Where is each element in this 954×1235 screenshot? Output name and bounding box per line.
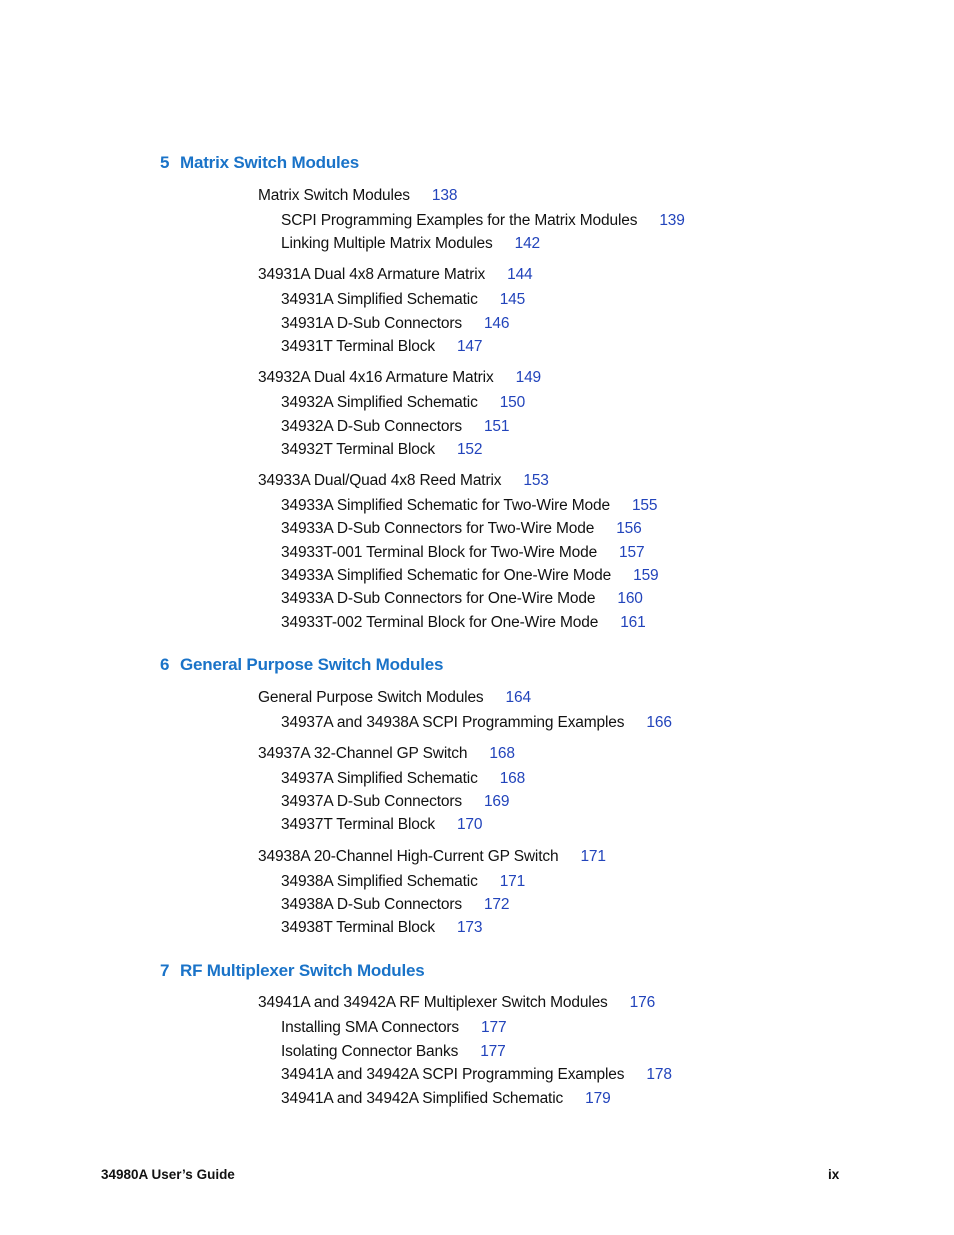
toc-entry[interactable] bbox=[281, 1090, 611, 1108]
toc-entry-title[interactable]: 34931A Simplified Schematic bbox=[281, 291, 478, 308]
chapter-heading[interactable] bbox=[160, 655, 443, 675]
toc-entry[interactable] bbox=[281, 590, 643, 608]
toc-entry[interactable] bbox=[258, 266, 533, 284]
toc-entry-title[interactable]: General Purpose Switch Modules bbox=[258, 689, 484, 706]
toc-page-link[interactable]: 153 bbox=[523, 472, 549, 489]
toc-entry-title[interactable]: 34937A D-Sub Connectors bbox=[281, 793, 462, 810]
toc-page-link[interactable]: 145 bbox=[499, 291, 526, 308]
toc-page-link[interactable]: 169 bbox=[483, 793, 510, 810]
toc-page-link[interactable]: 149 bbox=[515, 369, 542, 386]
toc-entry[interactable] bbox=[281, 614, 646, 632]
toc-entry-title[interactable]: Matrix Switch Modules bbox=[258, 187, 410, 204]
toc-entry[interactable] bbox=[281, 873, 525, 891]
toc-entry[interactable] bbox=[281, 1043, 506, 1061]
toc-entry[interactable] bbox=[258, 745, 515, 763]
toc-entry[interactable] bbox=[281, 770, 525, 788]
toc-entry[interactable] bbox=[281, 315, 509, 333]
toc-page-link[interactable]: 178 bbox=[646, 1066, 672, 1083]
toc-entry[interactable] bbox=[281, 544, 644, 562]
toc-entry-title[interactable]: 34933A Dual/Quad 4x8 Reed Matrix bbox=[258, 472, 502, 489]
toc-entry-title[interactable]: Linking Multiple Matrix Modules bbox=[281, 235, 493, 252]
toc-page-link[interactable]: 173 bbox=[456, 919, 483, 936]
toc-entry[interactable] bbox=[258, 187, 457, 205]
toc-entry[interactable] bbox=[281, 394, 525, 412]
toc-page-link[interactable]: 156 bbox=[616, 520, 642, 537]
toc-entry[interactable] bbox=[258, 994, 655, 1012]
toc-entry[interactable] bbox=[281, 896, 509, 914]
chapter-title: Matrix Switch Modules bbox=[180, 153, 360, 172]
toc-entry[interactable] bbox=[281, 793, 509, 811]
toc-entry-title[interactable]: 34933A D-Sub Connectors for Two-Wire Mode bbox=[281, 520, 595, 537]
toc-page-link[interactable]: 147 bbox=[456, 338, 483, 355]
toc-page-link[interactable]: 176 bbox=[629, 994, 656, 1011]
chapter-number: 7 bbox=[160, 961, 170, 980]
toc-entry-title[interactable]: 34933T-002 Terminal Block for One-Wire Mode bbox=[281, 614, 599, 631]
toc-entry-title[interactable]: 34933A Simplified Schematic for Two-Wire Mode bbox=[281, 497, 610, 514]
chapter-number: 5 bbox=[160, 153, 170, 172]
toc-entry-title[interactable]: 34931A Dual 4x8 Armature Matrix bbox=[258, 266, 486, 283]
toc-page-link[interactable]: 138 bbox=[431, 187, 458, 204]
toc-entry-title[interactable]: 34937A 32-Channel GP Switch bbox=[258, 745, 468, 762]
toc-page-link[interactable]: 164 bbox=[505, 689, 531, 706]
toc-entry-title[interactable]: 34937A Simplified Schematic bbox=[281, 770, 478, 787]
footer-page-number: ix bbox=[828, 1167, 840, 1182]
toc-entry-title[interactable]: 34941A and 34942A RF Multiplexer Switch Modules bbox=[258, 994, 608, 1011]
toc-page-link[interactable]: 168 bbox=[499, 770, 526, 787]
toc-page-link[interactable]: 171 bbox=[580, 848, 606, 865]
toc-page-link[interactable]: 139 bbox=[659, 212, 685, 229]
chapter-number: 6 bbox=[160, 655, 170, 674]
toc-page-link[interactable]: 157 bbox=[619, 544, 645, 561]
toc-entry-title[interactable]: 34932A Simplified Schematic bbox=[281, 394, 478, 411]
toc-page-link[interactable]: 172 bbox=[483, 896, 510, 913]
toc-page-link[interactable]: 160 bbox=[617, 590, 643, 607]
toc-entry-title[interactable]: 34937T Terminal Block bbox=[281, 816, 435, 833]
toc-page-link[interactable]: 170 bbox=[456, 816, 483, 833]
toc-entry[interactable] bbox=[281, 441, 482, 459]
toc-entry[interactable] bbox=[281, 1066, 672, 1084]
toc-page-link[interactable]: 142 bbox=[514, 235, 541, 252]
toc-entry[interactable] bbox=[281, 816, 482, 834]
toc-entry-title[interactable]: 34932A D-Sub Connectors bbox=[281, 418, 462, 435]
toc-entry[interactable] bbox=[258, 848, 606, 866]
toc-entry-title[interactable]: 34938T Terminal Block bbox=[281, 919, 435, 936]
toc-entry-title[interactable]: Isolating Connector Banks bbox=[281, 1043, 459, 1060]
toc-entry[interactable] bbox=[258, 689, 531, 707]
toc-entry[interactable] bbox=[281, 338, 482, 356]
toc-entry[interactable] bbox=[281, 235, 540, 253]
toc-entry-title[interactable]: 34932A Dual 4x16 Armature Matrix bbox=[258, 369, 494, 386]
chapter-title: RF Multiplexer Switch Modules bbox=[180, 961, 425, 980]
toc-page-link[interactable]: 155 bbox=[631, 497, 658, 514]
chapter-heading[interactable] bbox=[160, 153, 359, 173]
toc-page-link[interactable]: 151 bbox=[483, 418, 510, 435]
toc-page-link[interactable]: 177 bbox=[480, 1043, 506, 1060]
toc-entry-title[interactable]: 34932T Terminal Block bbox=[281, 441, 435, 458]
toc-entry-title[interactable]: 34938A D-Sub Connectors bbox=[281, 896, 462, 913]
toc-page-link[interactable]: 152 bbox=[456, 441, 483, 458]
toc-entry[interactable] bbox=[281, 497, 657, 515]
toc-entry[interactable] bbox=[281, 1019, 506, 1037]
toc-entry[interactable] bbox=[281, 714, 672, 732]
toc-entry-title[interactable]: 34937A and 34938A SCPI Programming Examples bbox=[281, 714, 625, 731]
toc-entry[interactable] bbox=[281, 567, 659, 585]
chapter-heading[interactable] bbox=[160, 961, 425, 981]
toc-entry-title[interactable]: 34938A 20-Channel High-Current GP Switch bbox=[258, 848, 559, 865]
toc-page-link[interactable]: 146 bbox=[483, 315, 510, 332]
toc-entry[interactable] bbox=[281, 520, 642, 538]
toc-entry-title[interactable]: 34931T Terminal Block bbox=[281, 338, 435, 355]
toc-page-link[interactable]: 168 bbox=[489, 745, 515, 762]
toc-entry-title[interactable]: 34941A and 34942A Simplified Schematic bbox=[281, 1090, 564, 1107]
toc-entry-title[interactable]: 34933A Simplified Schematic for One-Wire Mode bbox=[281, 567, 612, 584]
toc-entry-title[interactable]: Installing SMA Connectors bbox=[281, 1019, 460, 1036]
toc-page-link[interactable]: 179 bbox=[585, 1090, 611, 1107]
toc-page-link[interactable]: 177 bbox=[481, 1019, 507, 1036]
toc-page-link[interactable]: 161 bbox=[620, 614, 646, 631]
toc-entry-title[interactable]: SCPI Programming Examples for the Matrix Modules bbox=[281, 212, 638, 229]
toc-page-link[interactable]: 166 bbox=[646, 714, 672, 731]
toc-page-link[interactable]: 144 bbox=[507, 266, 533, 283]
toc-page-link[interactable]: 171 bbox=[499, 873, 526, 890]
toc-entry-title[interactable]: 34941A and 34942A SCPI Programming Examples bbox=[281, 1066, 625, 1083]
footer-guide-title: 34980A User’s Guide bbox=[101, 1167, 235, 1182]
toc-entry-title[interactable]: 34933A D-Sub Connectors for One-Wire Mode bbox=[281, 590, 596, 607]
chapter-title: General Purpose Switch Modules bbox=[180, 655, 444, 674]
toc-entry[interactable] bbox=[281, 919, 482, 937]
toc-entry[interactable] bbox=[281, 212, 685, 230]
toc-page-link[interactable]: 159 bbox=[633, 567, 659, 584]
toc-entry[interactable] bbox=[281, 291, 525, 309]
toc-entry-title[interactable]: 34938A Simplified Schematic bbox=[281, 873, 478, 890]
toc-entry-title[interactable]: 34931A D-Sub Connectors bbox=[281, 315, 462, 332]
toc-entry[interactable] bbox=[258, 472, 549, 490]
toc-entry[interactable] bbox=[281, 418, 509, 436]
toc-entry-title[interactable]: 34933T-001 Terminal Block for Two-Wire Mode bbox=[281, 544, 598, 561]
toc-entry[interactable] bbox=[258, 369, 541, 387]
toc-page-link[interactable]: 150 bbox=[499, 394, 526, 411]
